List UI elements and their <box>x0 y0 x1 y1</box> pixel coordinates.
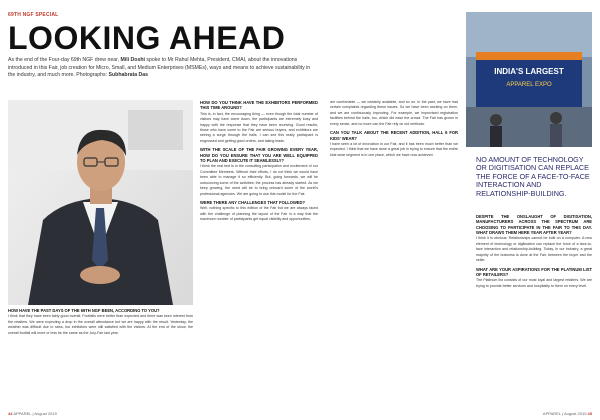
answer: I think it is obvious: Relationships cannot be built on a computer. A new element of technology or digitisation can replace the force of a face-to-face interaction and relationship-building. Today, in our industry, a great majority of the business is done at the Fair, between the buyer and the seller. <box>476 236 592 263</box>
question: HOW DO YOU THINK HAVE THE EXHIBITORS PERFORMED THIS TIME AROUND? <box>200 100 318 111</box>
column-3 <box>330 100 458 161</box>
qa-block <box>330 100 458 127</box>
column-2 <box>200 100 318 226</box>
question: CAN YOU TALK ABOUT THE RECENT ADDITION, HALL 6 FOR KIDS' WEAR? <box>330 130 458 141</box>
standfirst-name: Mili Doshi <box>120 57 145 63</box>
portrait-photo <box>8 100 193 305</box>
answer: The Platinum list consists of our most loyal and largest retailers. We are trying to provide better services and hospitality to them on every level. <box>476 278 592 288</box>
answer: are comfortable — we certainly available, and so on. In the past, we have had certain complaints regarding these issues. So we have been working on them, and we are continuously improving. For example, we improvised registration facilities behind the halls, too, which did ease the crowd. The Fair has grown in every sense, and no more can the Fair rely on old methods. <box>330 100 458 126</box>
qa-block <box>476 267 592 290</box>
banner-title: INDIA'S LARGEST <box>494 67 564 76</box>
answer: I think the real test is in the consulting participation and excitement of our Committee Members. Without their efforts, I do not think we would have been able to manage it so efficiently. But, going forwards, we will be outsourcing some of the activities; the process has already started. As we keep growing, the need will be to bring onboard some of the world's professional agencies. We are going to use this model for the Fair. <box>200 164 318 196</box>
question: HOW HAVE THE PAST DAYS OF THE 69TH NGF BEEN, ACCORDING TO YOU? <box>8 308 160 313</box>
event-photo <box>466 12 592 147</box>
qa-block <box>476 214 592 264</box>
standfirst-mid: spoke to Mr Rahul Mehta, President, CMAI, about the innovations introduced in this Fair, job creation for Micro, Small, and Medium Enterprises (MSMEs), ways and means to achieve sustainability in the industry, and much more. Photographs: <box>8 57 311 79</box>
footer-right <box>543 411 592 416</box>
qa-block <box>330 130 458 158</box>
standfirst-photographer: Subhabrata Das <box>108 72 149 79</box>
column-1 <box>8 308 193 339</box>
pull-quote: NO AMOUNT OF TECHNOLOGY OR DIGITISATION CAN REPLACE THE FORCE OF A FACE-TO-FACE INTERACTION AND RELATIONSHIP-BUILDING. <box>476 155 590 198</box>
qa-block <box>200 147 318 197</box>
answer: Well, nothing specific to this edition of the Fair but we are always faced with the challenge of planning the layout of the Fair in a way that the maximum number of participants get equal visibility and opportunities. <box>200 206 318 222</box>
question: DESPITE THE ONSLAUGHT OF DIGITISATION, MANUFACTURERS ACROSS THE SPECTRUM ARE CHOOSING TO PARTICIPATE IN THE FAIR TO THIS DAY. WHAT DRAWS THEM HERE YEAR AFTER YEAR? <box>476 214 592 235</box>
section-tag-left: 69TH NGF SPECIAL <box>8 12 59 18</box>
footer-left <box>8 411 57 416</box>
qa-block <box>200 100 318 144</box>
standfirst <box>8 57 318 80</box>
portrait-illustration <box>8 100 193 305</box>
standfirst-lead: As the end of the Four-day 69th NGF drew near, <box>8 57 121 63</box>
qa-block <box>200 200 318 223</box>
answer: I have seen a lot of innovation in our Fair, and it has been much better than we expected. I think that we have done a great job in trying to ensure that the entire kids wear segment is in one place, which we have now achieved. <box>330 141 458 157</box>
headline: LOOKING AHEAD <box>8 20 286 56</box>
answer: This is, in fact, the encouraging thing — even though the total number of visitors may have come down, the participants are extremely busy and happy with the response that they have been receiving. Good results, those who have come to the Fair are serious buyers, and exhibitors are seeing a surge through the halls. I can see this really participant is engrossed and getting good orders, and taking leads. <box>200 111 318 143</box>
footer-text: APPAREL | August 2019 <box>542 411 587 416</box>
event-illustration <box>466 12 592 147</box>
banner-sub: APPAREL EXPO <box>506 82 552 88</box>
qa-block <box>8 308 193 336</box>
question: WITH THE SCALE OF THE FAIR GROWING EVERY YEAR, HOW DO YOU ENSURE THAT YOU ARE WELL EQUIPPED TO PLAN AND EXECUTE IT SEAMLESSLY? <box>200 147 318 163</box>
page-number: 45 <box>587 411 592 416</box>
answer: I think that they have been fairly good overall. Footfalls were better than expected and there was keen interest from the retailers. We were expecting a drop in the overall attendance but we are happy with the result. Yesterday, the weather was difficult due to rains, but exhibitors were still satisfied with the visitors. At the end of the show, the overall footfall will more or less be the same as the July-Fair last year. <box>8 314 193 335</box>
question: WHAT ARE YOUR ASPIRATIONS FOR THE PLATINUM LIST OF RETAILERS? <box>476 266 592 277</box>
question: WERE THERE ANY CHALLENGES THAT FOLLOWED? <box>200 200 305 205</box>
footer-text: APPAREL | August 2019 <box>13 411 57 416</box>
page-number: 44 <box>8 411 13 416</box>
column-4 <box>476 214 592 292</box>
